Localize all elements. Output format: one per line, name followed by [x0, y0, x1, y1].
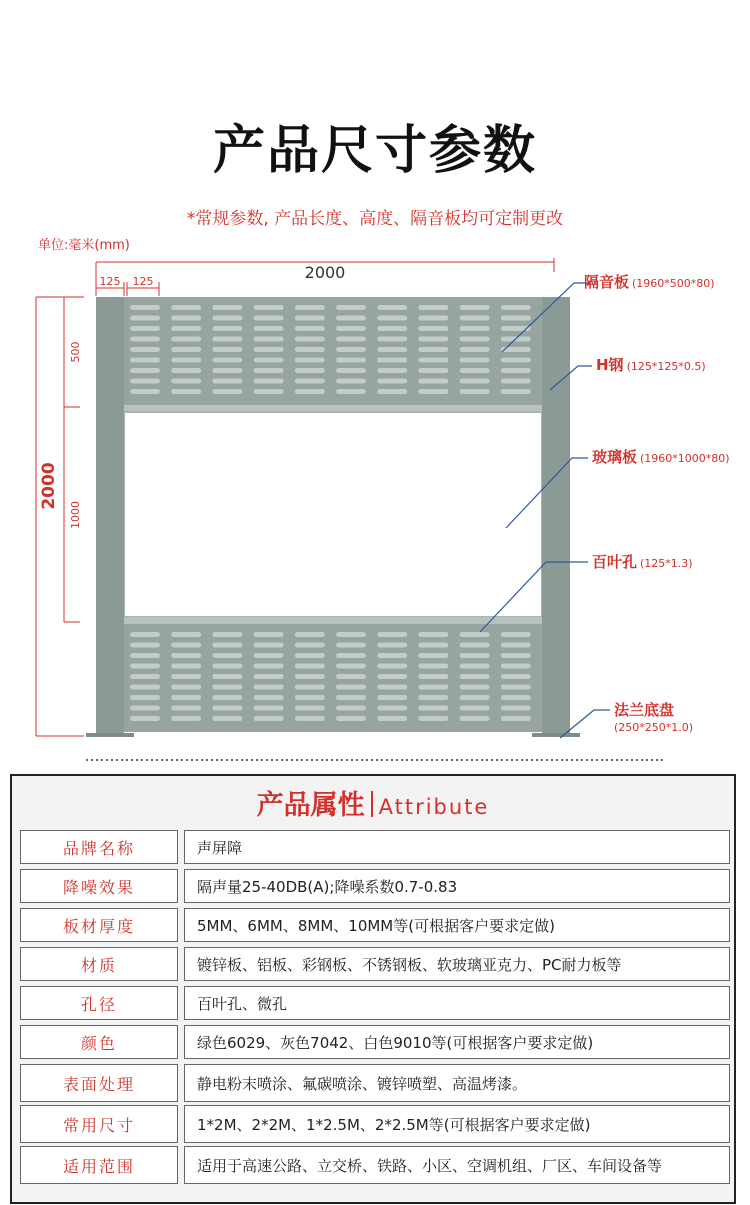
- louver-slot: [212, 316, 242, 321]
- louver-slot: [295, 685, 325, 690]
- louver-slot: [460, 358, 490, 363]
- louver-slot: [171, 368, 201, 373]
- upper-panel-frame: [124, 405, 542, 412]
- louver-slot: [171, 716, 201, 721]
- louver-slot: [295, 347, 325, 352]
- louver-slot: [130, 716, 160, 721]
- attribute-value: 隔声量25-40DB(A);降噪系数0.7-0.83: [184, 869, 730, 903]
- louver-slot: [460, 347, 490, 352]
- attribute-value: 绿色6029、灰色7042、白色9010等(可根据客户要求定做): [184, 1025, 730, 1059]
- louver-slot: [254, 316, 284, 321]
- louver-slot: [336, 305, 366, 310]
- attribute-row: [20, 830, 730, 864]
- louver-slot: [130, 643, 160, 648]
- louver-slot: [130, 664, 160, 669]
- louver-slot: [418, 632, 448, 637]
- louver-slot: [460, 337, 490, 342]
- callout-glass-panel: 玻璃板 (1960*1000*80): [592, 448, 730, 466]
- louver-slot: [501, 653, 531, 658]
- attribute-key: 适用范围: [20, 1146, 178, 1184]
- attribute-value: 1*2M、2*2M、1*2.5M、2*2.5M等(可根据客户要求定做): [184, 1105, 730, 1143]
- louver-slot: [460, 674, 490, 679]
- attribute-key: 品牌名称: [20, 830, 178, 864]
- louver-slot: [377, 389, 407, 394]
- louver-slot: [418, 389, 448, 394]
- louver-slot: [171, 685, 201, 690]
- louver-slot: [377, 664, 407, 669]
- louver-slot: [501, 716, 531, 721]
- louver-slot: [377, 674, 407, 679]
- louver-slot: [130, 706, 160, 711]
- louver-slot: [501, 674, 531, 679]
- louver-slot: [377, 368, 407, 373]
- louver-slot: [171, 706, 201, 711]
- louver-slot: [460, 695, 490, 700]
- louver-slot: [254, 685, 284, 690]
- louver-slot: [130, 653, 160, 658]
- louver-slot: [254, 632, 284, 637]
- attribute-key: 常用尺寸: [20, 1105, 178, 1143]
- louver-slot: [336, 316, 366, 321]
- attribute-row: [20, 1025, 730, 1059]
- louver-slot: [460, 706, 490, 711]
- louver-slot: [501, 379, 531, 384]
- louver-slot: [171, 674, 201, 679]
- louver-slot: [336, 358, 366, 363]
- louver-slot: [295, 674, 325, 679]
- louver-slot: [212, 674, 242, 679]
- louver-slot: [254, 368, 284, 373]
- louver-slot: [418, 653, 448, 658]
- louver-slot: [212, 305, 242, 310]
- louver-slot: [295, 316, 325, 321]
- louver-slot: [212, 389, 242, 394]
- louver-slot: [460, 305, 490, 310]
- attribute-value: 5MM、6MM、8MM、10MM等(可根据客户要求定做): [184, 908, 730, 942]
- attribute-key: 孔径: [20, 986, 178, 1020]
- post-width-label: 125: [99, 275, 121, 288]
- louver-slot: [171, 305, 201, 310]
- louver-slot: [501, 685, 531, 690]
- louver-slot: [460, 368, 490, 373]
- louver-slot: [254, 674, 284, 679]
- upper-panel-height-label: 500: [69, 341, 82, 363]
- louver-slot: [377, 326, 407, 331]
- total-height-label: 2000: [39, 462, 59, 510]
- louver-slot: [130, 305, 160, 310]
- callout-flange-base-name: 法兰底盘: [614, 701, 675, 719]
- attribute-title-zh: 产品属性: [256, 790, 365, 821]
- left-h-steel-post: [96, 297, 124, 733]
- louver-slot: [336, 695, 366, 700]
- louver-slot: [336, 643, 366, 648]
- louver-slot: [336, 706, 366, 711]
- louver-slot: [254, 337, 284, 342]
- louver-slot: [171, 337, 201, 342]
- attribute-header: [12, 776, 734, 832]
- louver-slot: [295, 379, 325, 384]
- louver-slot: [295, 632, 325, 637]
- louver-slot: [336, 379, 366, 384]
- louver-slot: [418, 674, 448, 679]
- louver-slot: [130, 347, 160, 352]
- louver-slot: [501, 305, 531, 310]
- louver-slot: [460, 643, 490, 648]
- louver-slot: [336, 632, 366, 637]
- louver-slot: [212, 326, 242, 331]
- louver-slot: [460, 316, 490, 321]
- louver-slot: [171, 389, 201, 394]
- attribute-row: [20, 986, 730, 1020]
- louver-slot: [377, 358, 407, 363]
- louver-slot: [130, 695, 160, 700]
- louver-slot: [418, 337, 448, 342]
- louver-slot: [212, 653, 242, 658]
- louver-slot: [254, 389, 284, 394]
- louver-slot: [171, 358, 201, 363]
- louver-slot: [212, 643, 242, 648]
- louver-slot: [212, 632, 242, 637]
- louver-slot: [212, 347, 242, 352]
- louver-slot: [377, 685, 407, 690]
- louver-slot: [254, 358, 284, 363]
- louver-slot: [295, 358, 325, 363]
- louver-slot: [377, 305, 407, 310]
- louver-slot: [130, 632, 160, 637]
- louver-slot: [295, 305, 325, 310]
- louver-slot: [254, 326, 284, 331]
- louver-slot: [212, 695, 242, 700]
- louver-slot: [171, 653, 201, 658]
- louver-slot: [418, 358, 448, 363]
- attribute-table: [10, 774, 736, 1204]
- louver-slot: [460, 716, 490, 721]
- louver-slot: [418, 347, 448, 352]
- louver-slot: [501, 389, 531, 394]
- attribute-title-en: Attribute: [378, 795, 490, 819]
- louver-slot: [254, 653, 284, 658]
- louver-slot: [254, 664, 284, 669]
- louver-slot: [377, 653, 407, 658]
- louver-slot: [295, 653, 325, 658]
- louver-slot: [377, 695, 407, 700]
- louver-slot: [377, 643, 407, 648]
- louver-slot: [418, 326, 448, 331]
- louver-slot: [336, 389, 366, 394]
- louver-slot: [171, 695, 201, 700]
- louver-slot: [418, 706, 448, 711]
- louver-slot: [501, 368, 531, 373]
- glass-panel: [124, 412, 542, 617]
- louver-slot: [171, 643, 201, 648]
- callout-sound-panel: 隔音板 (1960*500*80): [584, 273, 715, 291]
- louver-slot: [130, 674, 160, 679]
- callout-louver-hole: 百叶孔 (125*1.3): [592, 553, 693, 571]
- louver-slot: [295, 716, 325, 721]
- attribute-row: [20, 1064, 730, 1102]
- louver-slot: [501, 632, 531, 637]
- subtitle: *常规参数, 产品长度、高度、隔音板均可定制更改: [186, 209, 564, 229]
- attribute-value: 适用于高速公路、立交桥、铁路、小区、空调机组、厂区、车间设备等: [184, 1146, 730, 1184]
- louver-slot: [171, 316, 201, 321]
- louver-slot: [295, 664, 325, 669]
- louver-slot: [336, 368, 366, 373]
- louver-slot: [377, 347, 407, 352]
- louver-slot: [460, 664, 490, 669]
- attribute-key: 材质: [20, 947, 178, 981]
- louver-slot: [171, 326, 201, 331]
- louver-slot: [460, 379, 490, 384]
- louver-slot: [212, 379, 242, 384]
- louver-slot: [336, 674, 366, 679]
- louver-slot: [418, 368, 448, 373]
- louver-slot: [212, 358, 242, 363]
- louver-slot: [130, 379, 160, 384]
- louver-slot: [212, 337, 242, 342]
- louver-slot: [336, 685, 366, 690]
- glass-height-label: 1000: [69, 501, 82, 529]
- louver-slot: [130, 389, 160, 394]
- louver-slot: [377, 716, 407, 721]
- louver-slot: [501, 643, 531, 648]
- louver-slot: [130, 337, 160, 342]
- attribute-value: 静电粉末喷涂、氟碳喷涂、镀锌喷塑、高温烤漆。: [184, 1064, 730, 1102]
- total-width-label: 2000: [304, 263, 346, 282]
- louver-slot: [336, 337, 366, 342]
- louver-slot: [212, 716, 242, 721]
- title-divider: [371, 791, 373, 817]
- attribute-key: 降噪效果: [20, 869, 178, 903]
- attribute-key: 颜色: [20, 1025, 178, 1059]
- louver-slot: [130, 358, 160, 363]
- lower-panel-frame: [124, 617, 542, 624]
- louver-slot: [212, 685, 242, 690]
- louver-slot: [254, 643, 284, 648]
- louver-slot: [295, 368, 325, 373]
- callout-flange-base-spec: (250*250*1.0): [614, 721, 694, 734]
- louver-slot: [130, 368, 160, 373]
- louver-slot: [418, 664, 448, 669]
- attribute-row: [20, 947, 730, 981]
- louver-slot: [418, 716, 448, 721]
- louver-slot: [418, 316, 448, 321]
- louver-slot: [295, 706, 325, 711]
- louver-slot: [254, 695, 284, 700]
- louver-slot: [501, 358, 531, 363]
- louver-slot: [501, 706, 531, 711]
- louver-slot: [130, 326, 160, 331]
- louver-slot: [254, 379, 284, 384]
- louver-slot: [377, 706, 407, 711]
- louver-slot: [336, 326, 366, 331]
- louver-slot: [130, 685, 160, 690]
- louver-slot: [336, 716, 366, 721]
- louver-slot: [254, 305, 284, 310]
- louver-slot: [501, 316, 531, 321]
- gap-width-label: 125: [132, 275, 154, 288]
- attribute-row: [20, 869, 730, 903]
- louver-slot: [460, 685, 490, 690]
- louver-slot: [295, 326, 325, 331]
- page-title: 产品尺寸参数: [212, 121, 537, 181]
- right-h-steel-post: [542, 297, 570, 733]
- louver-slot: [418, 379, 448, 384]
- attribute-key: 板材厚度: [20, 908, 178, 942]
- louver-slot: [171, 347, 201, 352]
- louver-slot: [254, 706, 284, 711]
- attribute-row: [20, 908, 730, 942]
- attribute-key: 表面处理: [20, 1064, 178, 1102]
- attribute-value: 镀锌板、铝板、彩钢板、不锈钢板、软玻璃亚克力、PC耐力板等: [184, 947, 730, 981]
- louver-slot: [254, 716, 284, 721]
- attribute-row: [20, 1105, 730, 1143]
- louver-slot: [212, 664, 242, 669]
- louver-slot: [418, 305, 448, 310]
- attribute-row: [20, 1146, 730, 1184]
- attribute-value: 声屏障: [184, 830, 730, 864]
- louver-slot: [171, 632, 201, 637]
- louver-slot: [418, 695, 448, 700]
- louver-slot: [212, 368, 242, 373]
- louver-slot: [336, 664, 366, 669]
- louver-slot: [460, 326, 490, 331]
- louver-slot: [377, 337, 407, 342]
- louver-slot: [460, 653, 490, 658]
- unit-label: 单位:毫米(mm): [38, 238, 130, 253]
- left-flange-base: [86, 733, 134, 737]
- louver-slot: [295, 389, 325, 394]
- louver-slot: [171, 379, 201, 384]
- louver-slot: [418, 685, 448, 690]
- louver-slot: [460, 389, 490, 394]
- louver-slot: [377, 379, 407, 384]
- louver-slot: [336, 653, 366, 658]
- callout-h-steel: H钢 (125*125*0.5): [596, 356, 706, 374]
- louver-slot: [295, 695, 325, 700]
- louver-slot: [418, 643, 448, 648]
- louver-slot: [501, 695, 531, 700]
- right-flange-base: [532, 733, 580, 737]
- louver-slot: [336, 347, 366, 352]
- louver-slot: [212, 706, 242, 711]
- louver-slot: [171, 664, 201, 669]
- louver-slot: [460, 632, 490, 637]
- louver-slot: [501, 664, 531, 669]
- louver-slot: [130, 316, 160, 321]
- louver-slot: [295, 337, 325, 342]
- louver-slot: [377, 632, 407, 637]
- louver-slot: [254, 347, 284, 352]
- louver-slot: [295, 643, 325, 648]
- louver-slot: [377, 316, 407, 321]
- attribute-value: 百叶孔、微孔: [184, 986, 730, 1020]
